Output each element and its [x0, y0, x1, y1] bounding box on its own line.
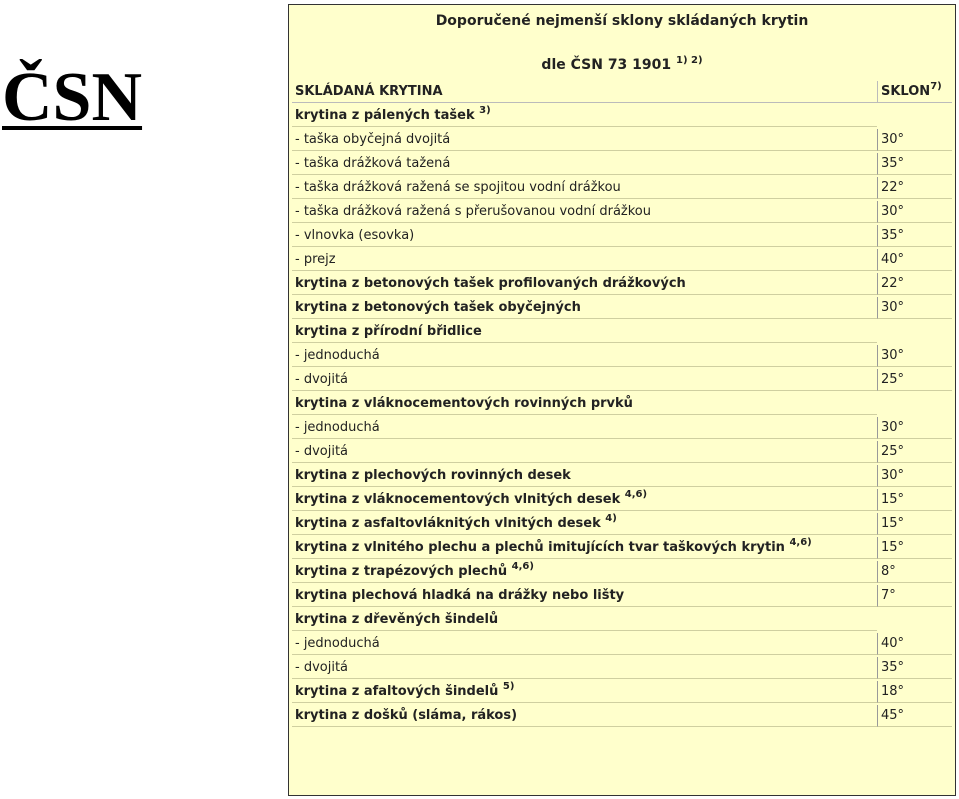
table-row — [292, 513, 952, 535]
table-row — [292, 273, 952, 295]
table-row — [292, 201, 952, 223]
row-material: krytina z došků (sláma, rákos) — [292, 705, 877, 727]
table-row — [292, 537, 952, 559]
row-slope: 30° — [877, 129, 952, 151]
row-material: krytina z vlnitého plechu a plechů imitujících tvar taškových krytin $^{4,6)}$ — [292, 537, 877, 559]
row-slope: 30° — [877, 201, 952, 223]
row-slope — [877, 393, 952, 415]
table-row — [292, 633, 952, 655]
row-material: krytina z přírodní břidlice — [292, 321, 877, 343]
row-slope — [877, 609, 952, 631]
table-row — [292, 441, 952, 463]
row-material: krytina z betonových tašek profilovaných drážkových — [292, 273, 877, 295]
row-material: - jednoduchá — [292, 417, 877, 439]
row-slope: 35° — [877, 225, 952, 247]
row-material: - taška obyčejná dvojitá — [292, 129, 877, 151]
row-slope: 35° — [877, 153, 952, 175]
csn-logo: ČSN — [2, 59, 143, 136]
row-material: - vlnovka (esovka) — [292, 225, 877, 247]
row-material: - prejz — [292, 249, 877, 271]
table-row — [292, 585, 952, 607]
subtitle-text: dle ČSN 73 1901 — [541, 57, 672, 73]
row-slope: 15° — [877, 513, 952, 535]
row-material: krytina z betonových tašek obyčejných — [292, 297, 877, 319]
row-material: krytina z afaltových šindelů $^{5)}$ — [292, 681, 877, 703]
row-slope: 7° — [877, 585, 952, 607]
row-slope — [877, 321, 952, 343]
row-material: krytina z plechových rovinných desek — [292, 465, 877, 487]
table-row — [292, 249, 952, 271]
row-slope: 15° — [877, 537, 952, 559]
row-slope: 18° — [877, 681, 952, 703]
table-header-row — [292, 81, 952, 103]
table-row — [292, 105, 952, 127]
header-slope: SKLON$^{7)}$ — [877, 81, 952, 103]
slope-table-document — [288, 4, 956, 796]
slope-table — [292, 79, 952, 729]
table-row — [292, 705, 952, 727]
row-material: - taška drážková ražená se spojitou vodní drážkou — [292, 177, 877, 199]
row-slope: 30° — [877, 465, 952, 487]
row-material: - dvojitá — [292, 369, 877, 391]
row-slope: 30° — [877, 417, 952, 439]
row-material: krytina z asfaltovláknitých vlnitých desek $^{4)}$ — [292, 513, 877, 535]
row-material: krytina z trapézových plechů $^{4,6)}$ — [292, 561, 877, 583]
row-material: - dvojitá — [292, 441, 877, 463]
row-slope — [877, 105, 952, 127]
table-row — [292, 489, 952, 511]
table-subtitle — [289, 57, 955, 73]
row-material: krytina z vláknocementových vlnitých desek $^{4,6)}$ — [292, 489, 877, 511]
row-material: - jednoduchá — [292, 633, 877, 655]
row-slope: 25° — [877, 441, 952, 463]
table-row — [292, 225, 952, 247]
row-material: krytina plechová hladká na drážky nebo lišty — [292, 585, 877, 607]
table-row — [292, 321, 952, 343]
row-material: krytina z vláknocementových rovinných prvků — [292, 393, 877, 415]
subtitle-footnote: 1) 2) — [676, 55, 703, 66]
table-row — [292, 681, 952, 703]
row-material: - taška drážková ražená s přerušovanou vodní drážkou — [292, 201, 877, 223]
row-slope: 30° — [877, 297, 952, 319]
row-slope: 30° — [877, 345, 952, 367]
table-title: Doporučené nejmenší sklony skládaných krytin — [435, 13, 809, 29]
row-material: - dvojitá — [292, 657, 877, 679]
row-slope: 25° — [877, 369, 952, 391]
table-row — [292, 153, 952, 175]
row-slope: 22° — [877, 273, 952, 295]
row-material: - taška drážková tažená — [292, 153, 877, 175]
table-row — [292, 465, 952, 487]
table-row — [292, 345, 952, 367]
table-row — [292, 393, 952, 415]
row-slope: 35° — [877, 657, 952, 679]
row-slope: 22° — [877, 177, 952, 199]
table-row — [292, 657, 952, 679]
table-row — [292, 561, 952, 583]
row-slope: 40° — [877, 249, 952, 271]
header-material: SKLÁDANÁ KRYTINA — [292, 81, 877, 103]
row-material: - jednoduchá — [292, 345, 877, 367]
row-slope: 45° — [877, 705, 952, 727]
table-row — [292, 609, 952, 631]
row-material: krytina z dřevěných šindelů — [292, 609, 877, 631]
row-slope: 15° — [877, 489, 952, 511]
table-row — [292, 417, 952, 439]
row-slope: 40° — [877, 633, 952, 655]
table-row — [292, 177, 952, 199]
table-row — [292, 297, 952, 319]
row-material: krytina z pálených tašek $^{3)}$ — [292, 105, 877, 127]
table-row — [292, 129, 952, 151]
table-row — [292, 369, 952, 391]
row-slope: 8° — [877, 561, 952, 583]
